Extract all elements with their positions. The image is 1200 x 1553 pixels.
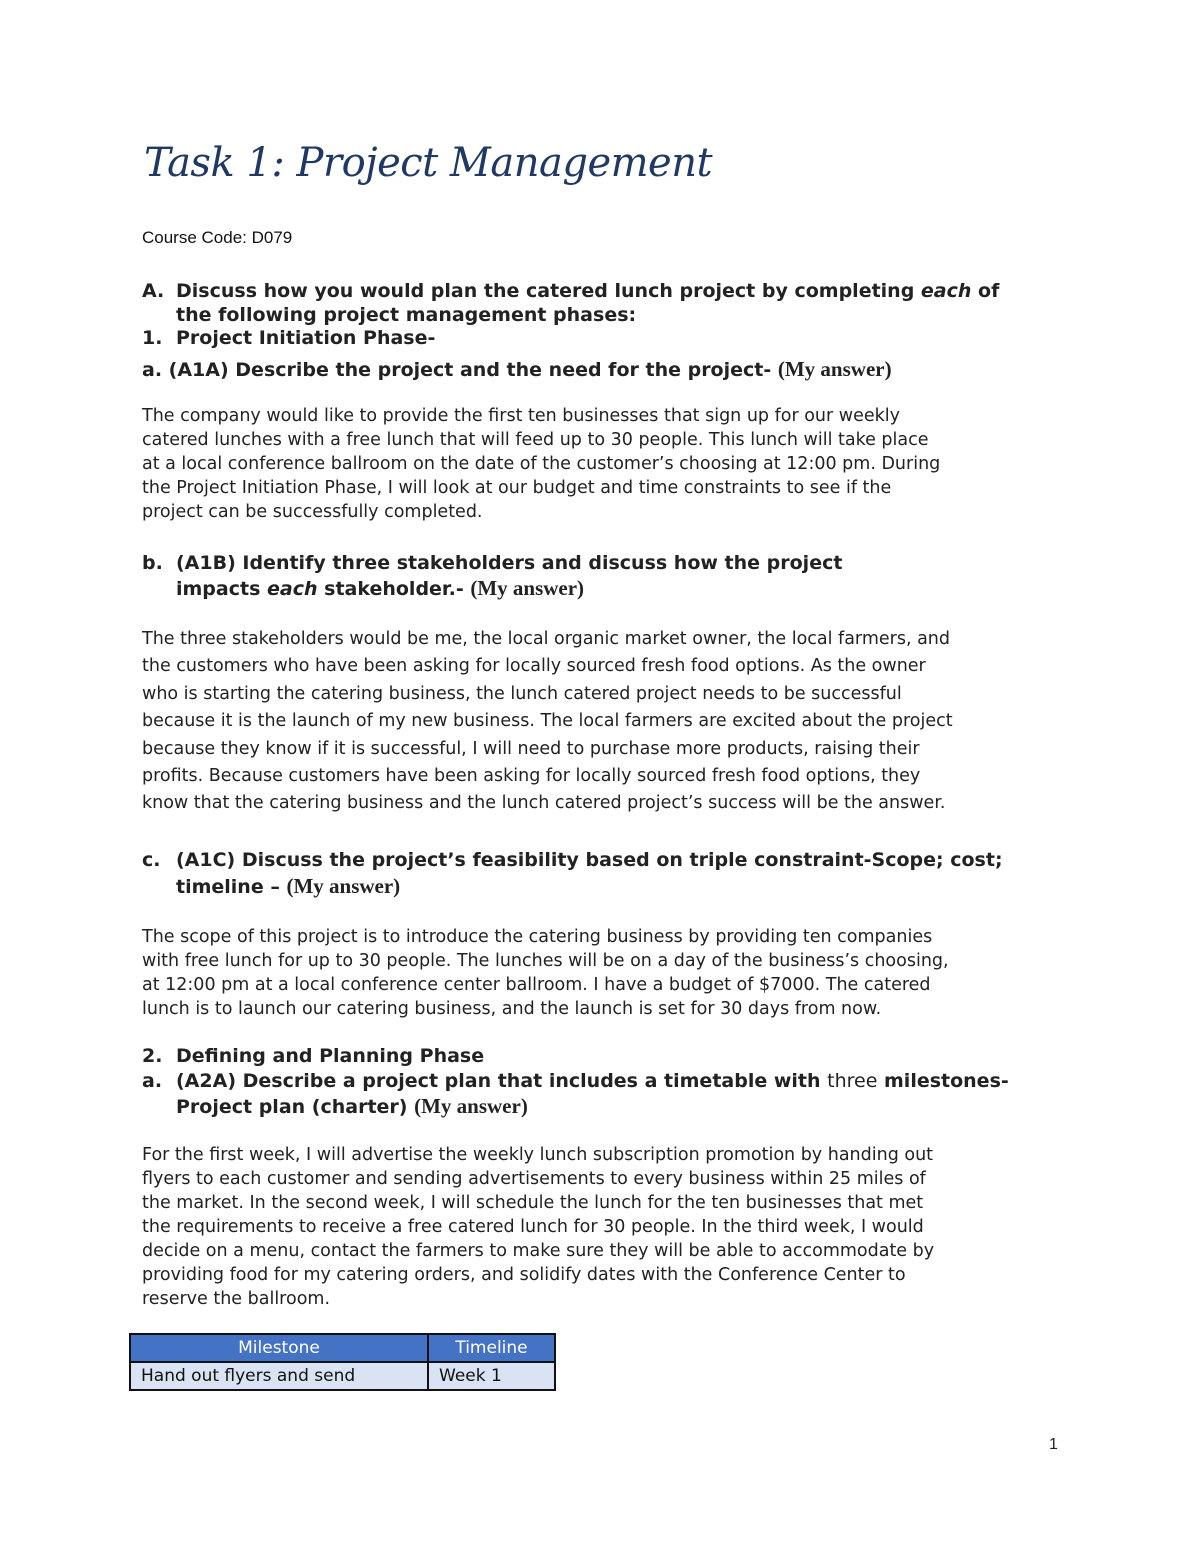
answer-a1b-line: The three stakeholders would be me, the local organic market owner, the local farmers, and	[142, 629, 950, 649]
answer-a2a-line: For the first week, I will advertise the weekly lunch subscription promotion by handing out	[142, 1145, 934, 1165]
answer-a1a-line: project can be successfully completed.	[142, 502, 483, 522]
answer-a2a-line: the market. In the second week, I will schedule the lunch for the ten businesses that met	[142, 1193, 924, 1213]
answer-a2a-line: reserve the ballroom.	[142, 1289, 331, 1309]
course-code: Course Code: D079	[142, 228, 293, 247]
table-header-row	[130, 1334, 555, 1362]
table-cell: Hand out flyers and send	[130, 1362, 428, 1390]
answer-a1b-line: the customers who have been asking for locally sourced fresh food options. As the owner	[142, 656, 926, 677]
table-cell: Week 1	[428, 1362, 555, 1390]
answer-a1a-line: the Project Initiation Phase, I will look at our budget and time constraints to see if the	[142, 478, 892, 498]
page-number: 1	[1049, 1436, 1058, 1453]
table-header-milestone: Milestone	[130, 1334, 428, 1362]
answer-a2a	[142, 1143, 934, 1311]
section-a-line1: Discuss how you would plan the catered lunch project by completing each of	[176, 280, 1000, 302]
answer-a1c-line: lunch is to launch our catering business, and the launch is set for 30 days from now.	[142, 999, 882, 1019]
answer-a1b-line: know that the catering business and the lunch catered project’s success will be the answer.	[142, 793, 946, 814]
section-a-letter: A.	[142, 280, 165, 302]
answer-a1a-line: catered lunches with a free lunch that will feed up to 30 people. This lunch will take place	[142, 430, 929, 450]
answer-a2a-line: flyers to each customer and sending advertisements to every business within 25 miles of	[142, 1169, 926, 1189]
question-a1a: a. (A1A) Describe the project and the need for the project- (My answer)	[142, 357, 892, 381]
answer-a1c-line: at 12:00 pm at a local conference center ballroom. I have a budget of $7000. The catered	[142, 975, 931, 995]
answer-a2a-line: the requirements to receive a free catered lunch for 30 people. In the third week, I would	[142, 1217, 924, 1237]
answer-a1b-line: profits. Because customers have been asking for locally sourced fresh food options, they	[142, 765, 921, 786]
answer-a2a-line: decide on a menu, contact the farmers to make sure they will be able to accommodate by	[142, 1241, 935, 1261]
answer-a1c-line: The scope of this project is to introduce the catering business by providing ten companies	[142, 927, 933, 947]
page-title: Task 1: Project Management	[144, 140, 713, 186]
answer-a1b	[142, 626, 953, 818]
answer-a1b-line: because they know if it is successful, I will need to purchase more products, raising their	[142, 738, 920, 759]
answer-a1c-line: with free lunch for up to 30 people. The lunches will be on a day of the business’s choosing,	[142, 951, 949, 971]
table-header-timeline: Timeline	[428, 1334, 555, 1362]
answer-a1c	[142, 925, 949, 1021]
answer-a1a-line: at a local conference ballroom on the date of the customer’s choosing at 12:00 pm. During	[142, 454, 941, 474]
table-row	[130, 1362, 555, 1390]
answer-a1a	[142, 404, 940, 524]
answer-a1b-line: who is starting the catering business, the lunch catered project needs to be successful	[142, 683, 902, 704]
answer-a1b-line: because it is the launch of my new business. The local farmers are excited about the project	[142, 711, 953, 732]
answer-a1a-line: The company would like to provide the first ten businesses that sign up for our weekly	[142, 406, 900, 426]
answer-a2a-line: providing food for my catering orders, and solidify dates with the Conference Center to	[142, 1265, 906, 1285]
document-page: Task 1: Project Management Course Code: D079 A. Discuss how you would plan the catered lunch project by completing each of the following project management phases: 1. Project Initiation Phase- a. (A1A) Describe the project and the need for the project- (My answer) The company would like to provide the first ten businesses that sign up for our weekly catered lunches with a free lunch that will feed up to 30 people. This lunch will take place at a local conference ballroom on the date of the customer’s choosing at 12:00 pm. During the Project Initiation Phase, I will look at our budget and time constraints to see if the project can be successfully completed. b. (A1B) Identify three stakeholders and discuss how the project impacts each stakeholder.- (My answer) The three stakeholders would be me, the local organic market owner, the local farmers, and the customers who have been asking for locally sourced fresh food options. As the owner who is starting the catering business, the lunch catered project needs to be successful because it is the launch of my new business. The local farmers are excited about the project because they know if it is successful, I will need to purchase more products, raising their profits. Because customers have been asking for locally sourced fresh food options, they know that the catering business and the lunch catered project’s success will be the answer. c. (A1C) Discuss the project’s feasibility based on triple constraint-Scope; cost; timeline – (My answer) The scope of this project is to introduce the catering business by providing ten companies with free lunch for up to 30 people. The lunches will be on a day of the business’s choosing, at 12:00 pm at a local conference center ballroom. I have a budget of $7000. The catered lunch is to launch our catering business, and the launch is set for 30 days from now. 2. Defining and Planning Phase a. (A2A) Describe a project plan that includes a timetable with three milestones- Project plan (charter) (My answer) For the first week, I will advertise the weekly lunch subscription promotion by handing out flyers to each customer and sending advertisements to every business within 25 miles of the market. In the second week, I will schedule the lunch for the ten businesses that met the requirements to receive a free catered lunch for 30 people. In the third week, I would decide on a menu, contact the farmers to make sure they will be able to accommodate by providing food for my catering orders, and solidify dates with the Conference Center to reserve the ballroom. Milestone Timeline Hand out flyers and send Week 1 1	[0, 0, 1200, 1553]
milestone-table	[129, 1333, 556, 1391]
